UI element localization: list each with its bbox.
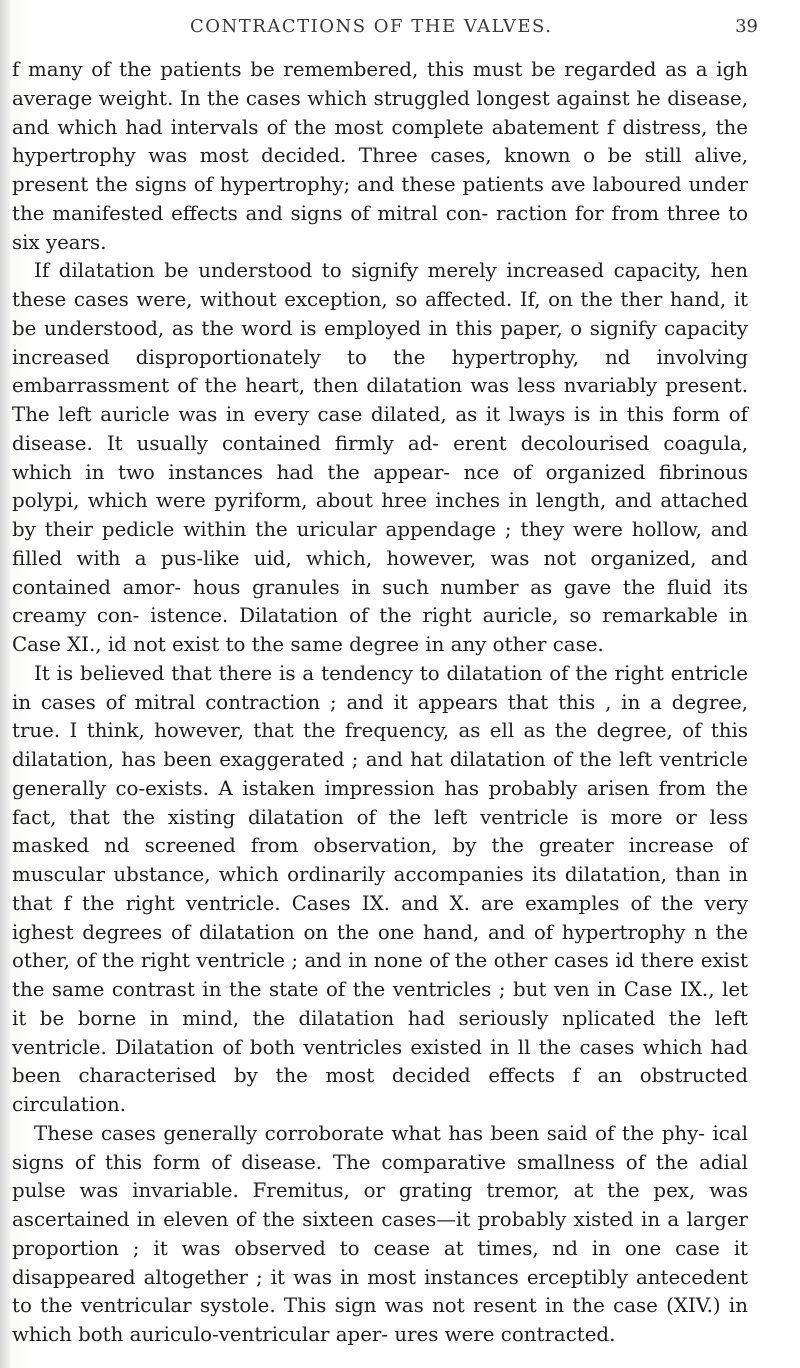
paragraph-dilatation: If dilatation be understood to signify merely increased capacity, hen these cases were, without exception, so affected. If, on the ther hand, it be understood, as the word is employed in this paper, o signify capacity increased disproportionately to the hypertrophy, nd involving embarrassment of the heart, then dilatation was less nvariably present. The left auricle was in every case dilated, as it lways is in this form of disease. It usually contained firmly ad- erent decolourised coagula, which in two instances had the appear- nce of organized fibrinous polypi, which were pyriform, about hree inches in length, and attached by their pedicle within the uricular appendage ; they were hollow, and filled with a pus-like uid, which, however, was not organized, and contained amor- hous granules in such number as gave the fluid its creamy con- istence. Dilatation of the right auricle, so remarkable in Case XI., id not exist to the same degree in any other case. [12, 259, 748, 656]
running-head: CONTRACTIONS OF THE VALVES. [190, 16, 553, 37]
binding-gutter [0, 0, 10, 1368]
paragraph-right-ventricle: It is believed that there is a tendency to dilatation of the right entricle in cases of mitral contraction ; and it appears that this , in a degree, true. I think, however, that the frequency, as ell as the degree, of this dilatation, has been exaggerated ; and hat dilatation of the left ventricle generally co-exists. A istaken impression has probably arisen from the fact, that the xisting dilatation of the left ventricle is more or less masked nd screened from observation, by the greater increase of muscular ubstance, which ordinarily accompanies its dilatation, than in that f the right ventricle. Cases IX. and X. are examples of the very ighest degrees of dilatation on the one hand, and of hypertrophy n the other, of the right ventricle ; and in none of the other cases id there exist the same contrast in the state of the ventricles ; but ven in Case IX., let it be borne in mind, the dilatation had seriously nplicated the left ventricle. Dilatation of both ventricles existed in ll the cases which had been characterised by the most decided effects f an obstructed circulation. [12, 661, 748, 1116]
page-number: 39 [735, 16, 758, 37]
body-text [12, 56, 748, 1350]
page-header [0, 16, 800, 46]
paragraph-physical-signs: These cases generally corroborate what has been said of the phy- ical signs of this form of disease. The comparative smallness of the adial pulse was invariable. Fremitus, or grating tremor, at the pex, was ascertained in eleven of the sixteen cases—it probably xisted in a larger proportion ; it was observed to cease at times, nd in one case it disappeared altogether ; it was in most instances erceptibly antecedent to the ventricular systole. This sign was not resent in the case (XIV.) in which both auriculo-ventricular aper- ures were contracted. [12, 1121, 748, 1346]
paragraph-hypertrophy: f many of the patients be remembered, this must be regarded as a igh average weight. In the cases which struggled longest against he disease, and which had intervals of the most complete abatement f distress, the hypertrophy was most decided. Three cases, known o be still alive, present the signs of hypertrophy; and these patients ave laboured under the manifested effects and signs of mitral con- raction for from three to six years. [12, 58, 748, 254]
